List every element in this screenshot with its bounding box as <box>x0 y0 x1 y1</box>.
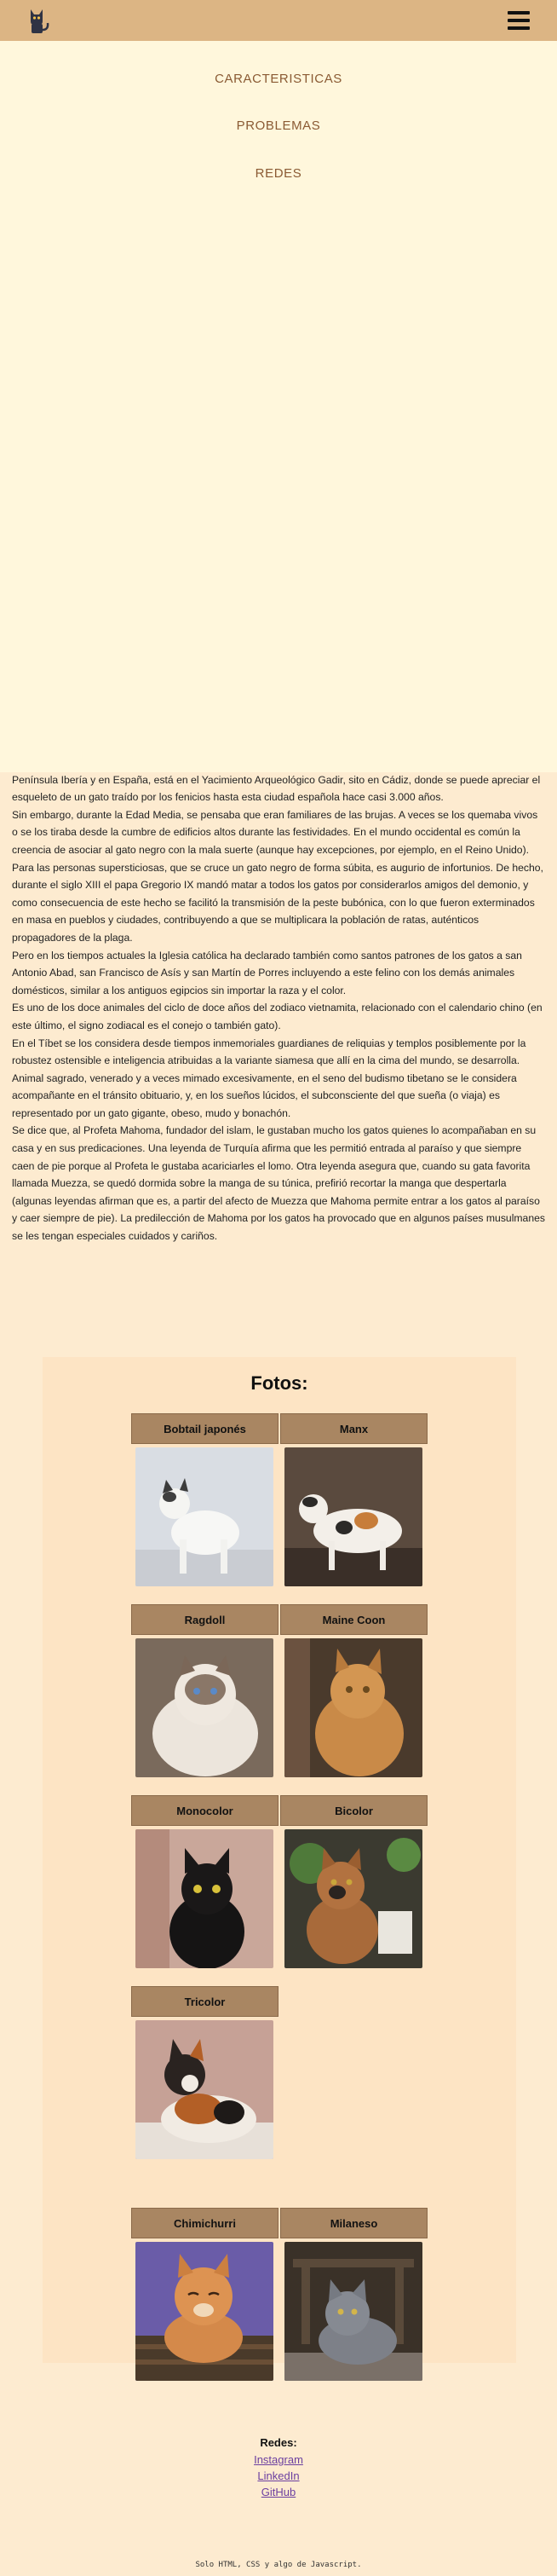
nav-menu <box>0 41 557 772</box>
credit-text: Solo HTML, CSS y algo de Javascript. <box>195 2561 362 2569</box>
linkedin-link[interactable]: LinkedIn <box>257 2469 300 2482</box>
photo-caption: Ragdoll <box>131 1604 278 1635</box>
photo-card-tricolor <box>131 1986 278 2159</box>
nav-link-problemas[interactable]: PROBLEMAS <box>236 118 321 133</box>
cat-photo-bobtail <box>135 1447 273 1586</box>
paragraph: En el Tíbet se los considera desde tiempos inmemoriales guardianes de reliquias y templos posiblemente por la robustez ostensible e inteligencia atribuidas a la variante siamesa que allí en la cima del mundo, se desarrolla. Animal sagrado, venerado y a veces mimado excesivamente, en el seno del budismo tibetano se le considera acompañante en el tránsito obituario, y, en los sueños lúcidos, el subconsciente del que sueña (o viaja) es representado por un gato gigante, obeso, mudo y bonachón. <box>12 1037 526 1119</box>
cat-photo-bicolor <box>284 1829 422 1968</box>
paragraph: Se dice que, al Profeta Mahoma, fundador del islam, le gustaban mucho los gatos quienes lo acompañaban en su casa y en sus predicaciones. Una leyenda de Turquía afirma que les permitió entrada al paraíso y que siempre caen de pie porque al Profeta le gustaba acariciarles el lomo. Otra leyenda asegura que, cuando su gata favorita llamada Muezza, se quedó dormida sobre la manga de su túnica, prefirió recortar la manga que despertarla (algunas leyendas afirman que es, a partir del afecto de Muezza que Mahoma permite entrar a los gatos al paraíso y caer siempre de pie). La predilección de Mahoma por los gatos ha provocado que en algunos países musulmanes se les tengan especiales cuidados y cariños. <box>12 1124 545 1243</box>
photo-card-chimichurri <box>131 2208 278 2381</box>
photo-caption: Bobtail japonés <box>131 1413 278 1444</box>
photo-card-bicolor <box>280 1795 428 1968</box>
photo-caption: Maine Coon <box>280 1604 428 1635</box>
photo-caption: Bicolor <box>280 1795 428 1826</box>
cat-photo-tricolor <box>135 2020 273 2159</box>
cat-photo-chimichurri <box>135 2242 273 2381</box>
photo-caption: Tricolor <box>131 1986 278 2017</box>
photo-card-monocolor <box>131 1795 278 1968</box>
photo-grid <box>131 1413 428 2381</box>
nav-link-redes[interactable]: REDES <box>255 166 302 181</box>
photo-card-manx <box>280 1413 428 1586</box>
photos-section <box>43 1357 516 2363</box>
instagram-link[interactable]: Instagram <box>254 2453 303 2466</box>
photos-title: Fotos: <box>250 1372 308 1394</box>
photo-caption: Monocolor <box>131 1795 278 1826</box>
cat-logo-icon[interactable] <box>26 6 51 35</box>
paragraph: Sin embargo, durante la Edad Media, se pensaba que eran familiares de las brujas. A veces se los quemaba vivos o se los tiraba desde la cumbre de edificios altos durante las festividades. En el mundo occidental es común la creencia de asociar al gato negro con la mala suerte (aunque hay excepciones, por ejemplo, en el Reino Unido). Para las personas supersticiosas, que se cruce un gato negro de forma súbita, es augurio de infortunios. De hecho, durante el siglo XIII el papa Gregorio IX mandó matar a todos los gatos por considerarlos amigos del demonio, y como consecuencia de este hecho se facilitó la transmisión de la peste bubónica, con lo que fueron exterminados en masa en pueblos y ciudades, contribuyendo a que se multiplicara la población de ratas, auténticos propagadores de la plaga. <box>12 808 543 944</box>
paragraph: Es uno de los doce animales del ciclo de doce años del zodiaco vietnamita, relacionado con el calendario chino (en este último, el signo zodiacal es el conejo o también gato). <box>12 1002 543 1031</box>
paragraph: Pero en los tiempos actuales la Iglesia católica ha declarado también como santos patrones de los gatos a san Antonio Abad, san Francisco de Asís y san Martín de Porres incluyendo a este felino con los demás animales domésticos, similar a los antiguos egipcios sin importar la raza y el color. <box>12 949 522 996</box>
photo-card-ragdoll <box>131 1604 278 1777</box>
top-bar <box>0 0 557 41</box>
photo-card-bobtail <box>131 1413 278 1586</box>
nav-link-caracteristicas[interactable]: CARACTERISTICAS <box>215 72 342 86</box>
cat-photo-monocolor <box>135 1829 273 1968</box>
photo-caption: Chimichurri <box>131 2208 278 2238</box>
photo-caption: Milaneso <box>280 2208 428 2238</box>
cat-photo-maine-coon <box>284 1638 422 1777</box>
photo-card-maine-coon <box>280 1604 428 1777</box>
cat-photo-manx <box>284 1447 422 1586</box>
footer <box>0 2436 557 2500</box>
photo-caption: Manx <box>280 1413 428 1444</box>
paragraph: Península Ibería y en España, está en el Yacimiento Arqueológico Gadir, sito en Cádiz, donde se puede apreciar el esqueleto de un gato traído por los fenicios hasta esta ciudad española hace casi 3.000 años. <box>12 773 541 804</box>
hamburger-menu-icon[interactable] <box>508 11 530 30</box>
photo-card-milaneso <box>280 2208 428 2381</box>
cat-photo-ragdoll <box>135 1638 273 1777</box>
article-text <box>12 754 545 1245</box>
cat-photo-milaneso <box>284 2242 422 2381</box>
github-link[interactable]: GitHub <box>261 2486 296 2498</box>
footer-title: Redes: <box>260 2436 297 2449</box>
photo-card-empty <box>280 1986 428 2159</box>
